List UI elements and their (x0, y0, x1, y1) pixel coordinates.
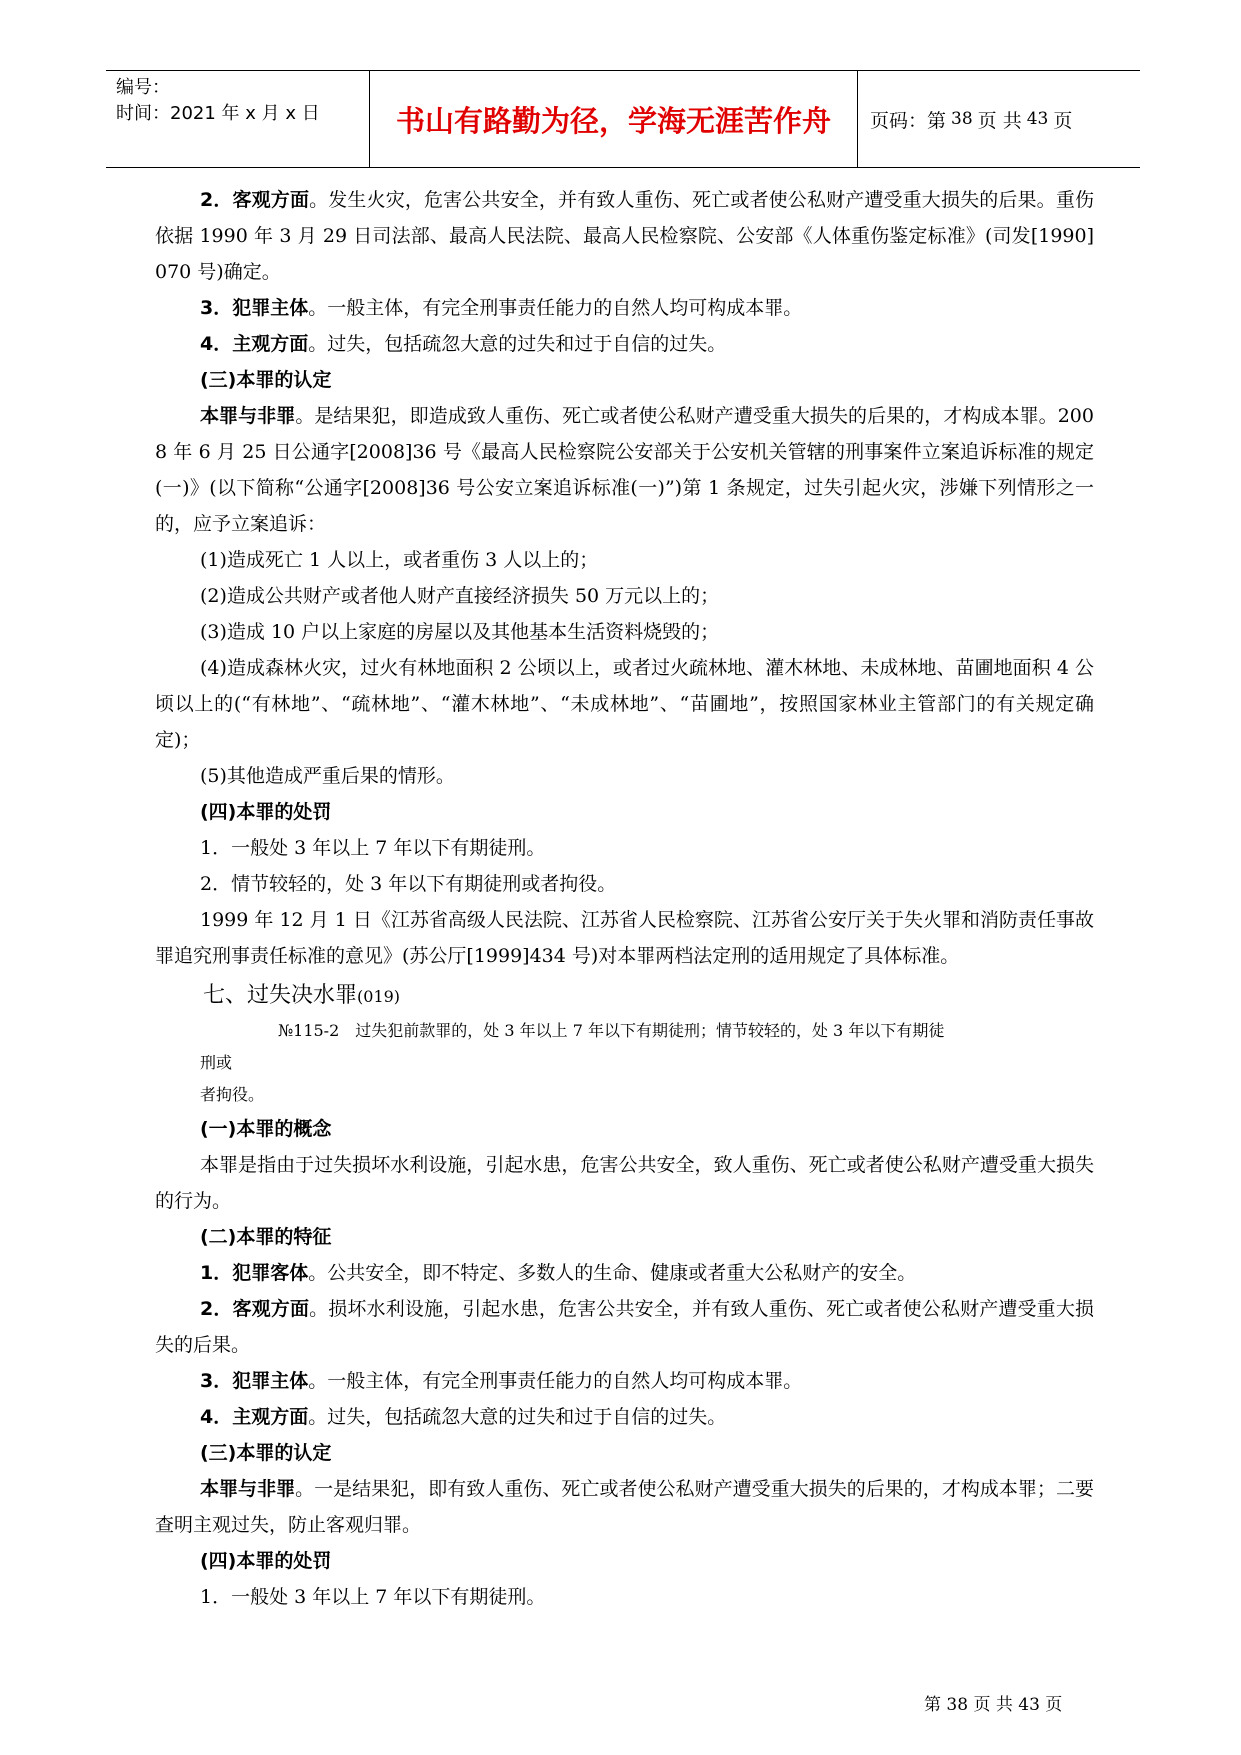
term: 2．客观方面 (200, 189, 310, 211)
list-item: (4)造成森林火灾，过火有林地面积 2 公顷以上，或者过火疏林地、灌木林地、未成林地、苗圃地面积 4 公顷以上的(“有林地”、“疏林地”、“灌木林地”、“未成林地”、“苗圃地”，按照国家林业主管部门的有关规定确定)； (155, 657, 1094, 751)
section-title-text: 七、过失决水罪 (203, 983, 358, 1008)
page-current: 38 (951, 109, 973, 129)
header-divider (857, 71, 858, 167)
term: 3．犯罪主体 (200, 297, 309, 319)
page-mid: 页 共 (977, 109, 1022, 132)
list-item: (5)其他造成严重后果的情形。 (200, 765, 455, 787)
paragraph (155, 1471, 1094, 1543)
paragraph: 1999 年 12 月 1 日《江苏省高级人民法院、江苏省人民检察院、江苏省公安厅关于失火罪和消防责任事故罪追究刑事责任标准的意见》(苏公厅[1999]434 号)对本罪两档法定刑的适用规定了具体标准。 (155, 909, 1094, 967)
paragraph-text: 。一是结果犯，即有致人重伤、死亡或者使公私财产遭受重大损失的后果的，才构成本罪；二要查明主观过失，防止客观归罪。 (155, 1478, 1094, 1536)
term: 2．客观方面 (200, 1298, 310, 1320)
section-title (203, 978, 1094, 1015)
header-meta (116, 75, 320, 127)
paragraph (155, 182, 1094, 290)
paragraph (155, 398, 1094, 542)
term: 3．犯罪主体 (200, 1370, 309, 1392)
subheading: (三)本罪的认定 (200, 1442, 332, 1464)
time-label: 时间：2021 年 x 月 x 日 (116, 103, 320, 124)
statute-text: 者拘役。 (200, 1085, 265, 1104)
paragraph-text: 。发生火灾，危害公共安全，并有致人重伤、死亡或者使公私财产遭受重大损失的后果。重伤依据 1990 年 3 月 29 日司法部、最高人民法院、最高人民检察院、公安部《人体重伤鉴定标准》(司发[1990]070 号)确定。 (155, 189, 1094, 283)
subheading: (三)本罪的认定 (200, 369, 332, 391)
statute-text: №115-2 过失犯前款罪的，处 3 年以上 7 年以下有期徒刑；情节较轻的，处 3 年以下有期徒刑或 (200, 1021, 945, 1072)
paragraph-text: 。损坏水利设施，引起水患，危害公共安全，并有致人重伤、死亡或者使公私财产遭受重大损失的后果。 (155, 1298, 1094, 1356)
paragraph-text: 。过失，包括疏忽大意的过失和过于自信的过失。 (308, 1406, 727, 1428)
page-prefix: 页码：第 (870, 109, 947, 132)
paragraph (155, 290, 1094, 326)
paragraph (155, 326, 1094, 362)
paragraph (155, 1363, 1094, 1399)
page-header (106, 70, 1140, 168)
term: 本罪与非罪 (200, 405, 296, 427)
paragraph: 1．一般处 3 年以上 7 年以下有期徒刑。 (200, 1586, 546, 1608)
paragraph-text: 。一般主体，有完全刑事责任能力的自然人均可构成本罪。 (308, 1370, 803, 1392)
section-code: (019) (357, 987, 401, 1006)
subheading: (一)本罪的概念 (200, 1118, 332, 1140)
paragraph (155, 1255, 1094, 1291)
term: 4．主观方面 (200, 1406, 309, 1428)
paragraph-text: 。是结果犯，即造成致人重伤、死亡或者使公私财产遭受重大损失的后果的，才构成本罪。2008 年 6 月 25 日公通字[2008]36 号《最高人民检察院公安部关于公安机关管辖的刑事案件立案追诉标准的规定(一)》(以下简称“公通字[2008]36 号公安立案追诉标准(一)”)第 1 条规定，过失引起火灾，涉嫌下列情形之一的，应予立案追诉： (155, 405, 1094, 535)
page-suffix: 页 (1053, 109, 1073, 132)
paragraph (155, 1291, 1094, 1363)
page-total: 43 (1026, 109, 1049, 129)
list-item: (2)造成公共财产或者他人财产直接经济损失 50 万元以上的； (200, 585, 720, 607)
header-page-info (870, 71, 1072, 167)
subheading: (四)本罪的处罚 (200, 1550, 332, 1572)
paragraph: 1．一般处 3 年以上 7 年以下有期徒刑。 (200, 837, 546, 859)
number-label: 编号： (116, 77, 170, 98)
term: 1．犯罪客体 (200, 1262, 309, 1284)
list-item: (3)造成 10 户以上家庭的房屋以及其他基本生活资料烧毁的； (200, 621, 720, 643)
paragraph-text: 。过失，包括疏忽大意的过失和过于自信的过失。 (308, 333, 727, 355)
paragraph: 2．情节较轻的，处 3 年以下有期徒刑或者拘役。 (200, 873, 617, 895)
page-footer: 第 38 页 共 43 页 (924, 1695, 1063, 1715)
header-motto: 书山有路勤为径，学海无涯苦作舟 (395, 103, 831, 138)
subheading: (四)本罪的处罚 (200, 801, 332, 823)
subheading: (二)本罪的特征 (200, 1226, 332, 1248)
document-body (155, 182, 1094, 1615)
term: 4．主观方面 (200, 333, 309, 355)
paragraph-text: 。公共安全，即不特定、多数人的生命、健康或者重大公私财产的安全。 (308, 1262, 917, 1284)
list-item: (1)造成死亡 1 人以上，或者重伤 3 人以上的； (200, 549, 599, 571)
paragraph (155, 1399, 1094, 1435)
paragraph-text: 。一般主体，有完全刑事责任能力的自然人均可构成本罪。 (308, 297, 803, 319)
paragraph: 本罪是指由于过失损坏水利设施，引起水患，危害公共安全，致人重伤、死亡或者使公私财产遭受重大损失的行为。 (155, 1154, 1094, 1212)
term: 本罪与非罪 (200, 1478, 296, 1500)
